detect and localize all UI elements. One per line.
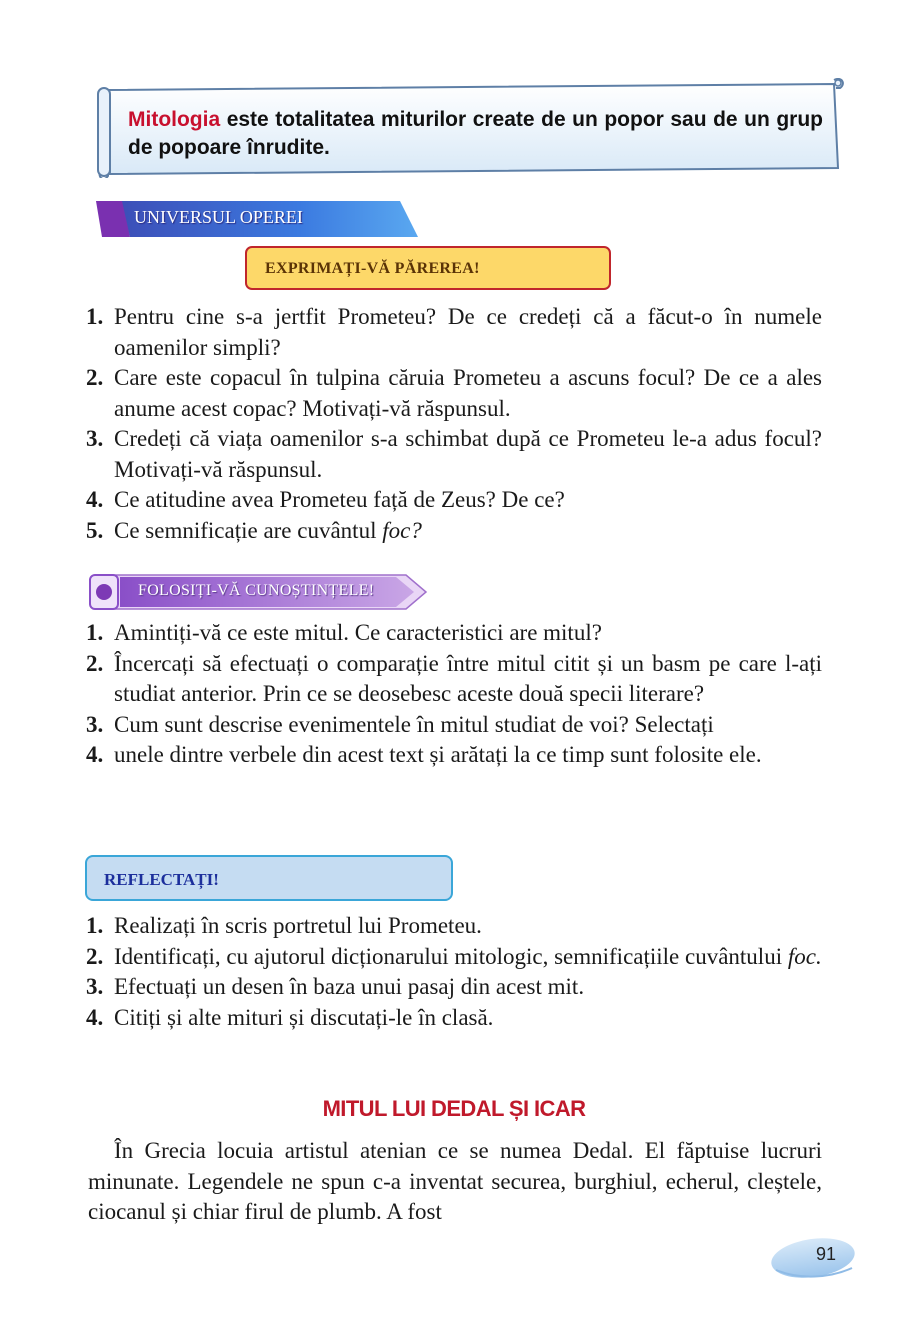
definition-text — [128, 106, 823, 162]
exprimati-box — [245, 246, 611, 290]
item-text: Cum sunt descrise evenimentele în mitul studiat de voi? Selectați — [114, 711, 714, 737]
item-number: 4. — [86, 742, 104, 767]
folositi-label: FOLOSIȚI-VĂ CUNOȘTINȚELE! — [138, 582, 375, 599]
list-item — [86, 710, 822, 741]
item-number: 5. — [86, 517, 104, 543]
item-text: Realizați în scris portretul lui Prometeu. — [114, 913, 482, 938]
item-text: Credeți că viața oamenilor s-a schimbat după ce Prometeu le-a adus focul? Motivați-vă răspunsul. — [114, 426, 822, 482]
section-banner-label: UNIVERSUL OPEREI — [134, 207, 303, 227]
list-item — [86, 618, 822, 649]
item-number: 1. — [86, 304, 104, 329]
list-item — [86, 302, 822, 363]
item-text: unele dintre verbele din acest text și arătați la ce timp sunt folosite ele. — [114, 742, 762, 767]
item-number: 1. — [86, 620, 104, 645]
reflectati-label: REFLECTAȚI! — [104, 870, 219, 889]
page-number-ellipse — [770, 1236, 856, 1282]
list-item — [86, 485, 822, 516]
definition-body: este totalitatea miturilor create de un popor sau de un grup de popoare înrudite. — [128, 108, 823, 159]
list-item — [86, 740, 822, 771]
folositi-list — [86, 618, 822, 771]
item-text: Citiți și alte mituri și discutați-le în clasă. — [114, 1004, 494, 1030]
folositi-banner — [88, 573, 430, 611]
exprimati-list — [86, 302, 822, 546]
page-number-badge — [770, 1236, 856, 1282]
item-text-italic: foc? — [382, 517, 422, 543]
item-text: Care este copacul în tulpina căruia Prometeu a ascuns focul? De ce a ales anume acest copac? Motivați-vă răspunsul. — [114, 365, 822, 421]
list-item — [86, 942, 822, 973]
item-number: 4. — [86, 1004, 104, 1030]
item-number: 3. — [86, 426, 104, 451]
item-text: Pentru cine s-a jertfit Prometeu? De ce credeți că a făcut-o în numele oamenilor simpli? — [114, 304, 822, 360]
definition-scroll — [96, 78, 846, 178]
item-number: 1. — [86, 913, 104, 938]
item-number: 2. — [86, 650, 104, 676]
item-number: 3. — [86, 711, 104, 737]
story-title: MITUL LUI DEDAL ȘI ICAR — [322, 1096, 586, 1121]
reflectati-box — [85, 855, 453, 901]
item-text-italic: foc. — [787, 943, 822, 969]
definition-term: Mitologia — [128, 108, 221, 131]
item-text — [114, 516, 822, 547]
item-number: 3. — [86, 974, 104, 999]
item-text: Amintiți-vă ce este mitul. Ce caracteristici are mitul? — [114, 620, 602, 645]
item-number: 2. — [86, 943, 104, 969]
item-text: Efectuați un desen în baza unui pasaj din acest mit. — [114, 974, 585, 999]
item-text: Încercați să efectuați o comparație între mitul citit și un basm pe care l-ați studiat anterior. Prin ce se deosebesc aceste două specii literare? — [114, 650, 822, 706]
section-banner — [96, 201, 418, 237]
list-item — [86, 649, 822, 710]
list-item — [86, 911, 822, 942]
item-number: 2. — [86, 365, 104, 390]
item-text — [114, 942, 822, 973]
page-number: 91 — [816, 1244, 837, 1264]
list-item — [86, 516, 822, 547]
exprimati-label: EXPRIMAȚI-VĂ PĂREREA! — [265, 260, 480, 277]
story-paragraph: În Grecia locuia artistul atenian ce se numea Dedal. El făptuise lucruri minunate. Legendele ne spun c-a inventat securea, burghiul, echerul, cleștele, ciocanul și chiar firul de plumb. A fost — [88, 1138, 822, 1224]
item-text-main: Ce semnificație are cuvântul — [114, 517, 383, 543]
item-number: 4. — [86, 487, 104, 512]
item-text: Ce atitudine avea Prometeu față de Zeus? De ce? — [114, 487, 565, 512]
item-text-main: Identificați, cu ajutorul dicționarului mitologic, semnificațiile cuvântului — [114, 943, 788, 969]
bullet-icon — [96, 584, 112, 600]
list-item — [86, 363, 822, 424]
list-item — [86, 424, 822, 485]
list-item — [86, 1003, 822, 1034]
reflectati-list — [86, 911, 822, 1033]
list-item — [86, 972, 822, 1003]
